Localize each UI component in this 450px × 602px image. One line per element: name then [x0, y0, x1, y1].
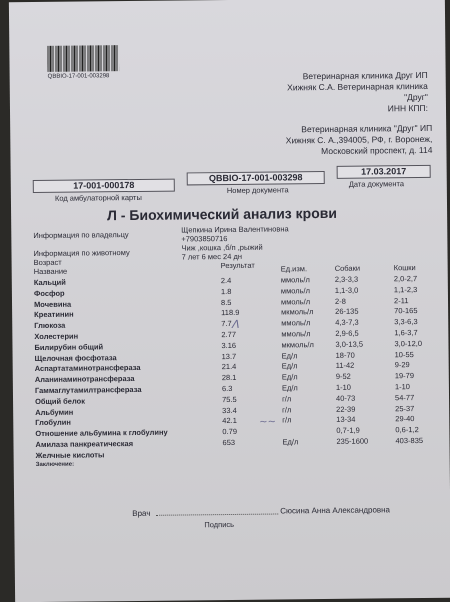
- cell-cats: 0,6-1,2: [395, 425, 419, 435]
- cell-cats: 2,0-2,7: [393, 274, 418, 284]
- cell-cats: 3,3-6,3: [394, 317, 418, 327]
- cell-cats: 1,6-3,7: [394, 328, 418, 338]
- barcode-text: QBBIO-17-001-003298: [47, 73, 110, 80]
- card-number-field: 17-001-000178: [33, 179, 175, 193]
- header-cats: Кошки: [393, 263, 416, 273]
- cell-dogs: 2,9-6,5: [335, 328, 359, 338]
- document-page: [9, 0, 450, 602]
- header-dogs: Собаки: [334, 263, 361, 273]
- cell-name: Альбумин: [35, 407, 74, 417]
- document-date-caption: Дата документа: [348, 179, 405, 189]
- cell-dogs: 18-70: [335, 350, 355, 360]
- age-label: Возраст: [33, 257, 62, 268]
- owner-label: Информация по владельцу: [33, 230, 129, 241]
- cell-result: 3.16: [221, 340, 237, 350]
- owner-phone: +7903850716: [181, 233, 228, 244]
- cell-name: Билирубин общий: [34, 342, 104, 352]
- cell-cats: 29-40: [395, 414, 415, 424]
- doctor-label: Врач: [132, 508, 151, 519]
- cell-dogs: 235-1600: [336, 436, 369, 446]
- cell-cats: 2-11: [393, 295, 409, 305]
- clinic-header-line: Ветеринарная клиника Друг ИП: [302, 69, 428, 82]
- cell-cats: 403-835: [395, 435, 424, 446]
- document-number-field: QBBIO-17-001-003298: [187, 171, 325, 185]
- animal-description: Чиж ,кошка ,б/п ,рыжий: [181, 242, 263, 253]
- cell-cats: 3,0-12,0: [394, 338, 423, 349]
- cell-result: 2.4: [220, 275, 232, 286]
- cell-cats: 10-55: [394, 349, 414, 359]
- cell-name: Аспартатаминотрансфераза: [34, 363, 141, 374]
- cell-result: 118.9: [221, 308, 240, 318]
- cell-cats: 70-165: [394, 306, 418, 316]
- cell-unit: ммоль/л: [280, 285, 311, 296]
- header-unit: Ед.изм.: [280, 264, 308, 274]
- cell-result: 28.1: [221, 373, 237, 383]
- cell-name: Аланинаминотрансфераза: [34, 374, 135, 385]
- cell-name: Кальций: [33, 277, 66, 288]
- animal-label: Информация по животному: [33, 248, 130, 259]
- cell-result: 653: [222, 437, 236, 448]
- owner-name: Щепкина Ирина Валентиновна: [181, 224, 289, 235]
- animal-age: 7 лет 6 мес 24 дн: [181, 251, 243, 262]
- cell-result: 13.7: [221, 351, 237, 361]
- cell-dogs: 22-39: [336, 404, 356, 414]
- cell-name: Холестерин: [34, 331, 79, 342]
- header-result: Результат: [220, 260, 255, 271]
- cell-unit: г/л: [282, 415, 292, 425]
- cell-unit: г/л: [281, 394, 292, 404]
- card-number-caption: Код амбулаторной карты: [54, 192, 142, 203]
- clinic-header: [287, 70, 428, 115]
- doctor-name: Сюсина Анна Александровна: [280, 505, 391, 516]
- cell-cats: 9-29: [394, 360, 410, 370]
- cell-name: Амилаза панкреатическая: [35, 439, 134, 450]
- cell-dogs: 4,3-7,3: [335, 317, 359, 328]
- cell-result: 2.77: [221, 329, 237, 340]
- cell-cats: 54-77: [394, 392, 415, 403]
- cell-result: 33.4: [222, 405, 237, 415]
- cell-result: 8.5: [220, 297, 232, 307]
- cell-dogs: 2,3-3,3: [334, 274, 359, 284]
- cell-dogs: 26-135: [335, 307, 359, 317]
- signature-line: [156, 514, 278, 516]
- cell-result: 6.3: [221, 383, 233, 394]
- owner-info: [181, 225, 289, 243]
- cell-name: Мочевина: [33, 299, 72, 309]
- cell-unit: Ед/л: [281, 383, 298, 393]
- cell-name: Глобулин: [35, 418, 71, 428]
- cell-result: 1.8: [220, 286, 232, 296]
- clinic-address: [286, 123, 433, 158]
- clinic-address-line: Московский проспект, д. 114: [321, 144, 433, 157]
- cell-unit: мкмоль/л: [281, 339, 314, 350]
- cell-unit: Ед/л: [281, 372, 298, 382]
- cell-unit: г/л: [282, 404, 292, 415]
- cell-dogs: 2-8: [334, 296, 346, 306]
- cell-name: Общий белок: [35, 396, 86, 406]
- cell-dogs: 9-52: [335, 371, 351, 382]
- cell-name: Желчные кислоты: [35, 450, 105, 460]
- cell-unit: ммоль/л: [280, 296, 311, 307]
- cell-name: Заключение:: [35, 461, 75, 468]
- cell-result: 42.1: [222, 416, 237, 426]
- cell-name: Глюкоза: [34, 320, 66, 331]
- document-date-field: 17.03.2017: [337, 165, 431, 179]
- cell-dogs: 1-10: [335, 382, 351, 392]
- cell-name: Отношение альбумина к глобулину: [35, 427, 168, 439]
- document-number-caption: Номер документа: [226, 185, 289, 196]
- clinic-address-line: Хижняк С. А.,394005, РФ, г. Воронеж,: [285, 133, 433, 146]
- cell-dogs: 40-73: [335, 393, 356, 403]
- cell-cats: 25-37: [395, 403, 415, 413]
- cell-unit: Ед/л: [281, 361, 298, 371]
- cell-dogs: 13-34: [336, 415, 356, 425]
- animal-info: [181, 244, 262, 262]
- signature-caption: Подпись: [204, 519, 235, 530]
- clinic-address-line: Ветеринарная клиника "Друг" ИП: [301, 122, 433, 135]
- cell-unit: мкмоль/л: [281, 307, 314, 317]
- cell-result: 75.5: [221, 394, 237, 404]
- cell-name: Креатинин: [34, 310, 74, 320]
- cell-name: Щелочная фосфотаза: [34, 352, 117, 363]
- cell-unit: ммоль/л: [281, 329, 311, 339]
- cell-result: 0.79: [222, 427, 238, 437]
- clinic-header-line: ИНН КПП:: [387, 102, 429, 114]
- cell-result: 21.4: [221, 362, 237, 372]
- cell-name: Гаммаглутамилтрансфераза: [34, 384, 142, 396]
- handwritten-mark: ~~: [259, 416, 277, 428]
- cell-cats: 1-10: [394, 382, 410, 392]
- cell-unit: ммоль/л: [281, 318, 311, 328]
- cell-name: Фосфор: [33, 288, 65, 298]
- barcode: [47, 45, 119, 72]
- header-name: Название: [33, 266, 68, 277]
- clinic-header-line: Хижняк С.А. Ветеринарная клиника: [287, 80, 428, 93]
- cell-cats: 1,1-2,3: [393, 284, 418, 295]
- cell-dogs: 3,0-13,5: [335, 339, 364, 349]
- cell-dogs: 1,1-3,0: [334, 285, 359, 295]
- cell-dogs: 11-42: [335, 361, 355, 371]
- clinic-header-line: "Друг": [404, 91, 428, 103]
- handwritten-mark: ⴷ: [231, 317, 239, 331]
- cell-unit: Ед/л: [282, 437, 299, 447]
- document-title: Л - Биохимический анализ крови: [107, 204, 338, 224]
- cell-unit: ммоль/л: [280, 275, 310, 285]
- cell-result: 7.7: [221, 319, 232, 329]
- cell-dogs: 0,7-1,9: [336, 425, 360, 436]
- cell-cats: 19-79: [394, 371, 415, 381]
- cell-unit: Ед/л: [281, 350, 298, 361]
